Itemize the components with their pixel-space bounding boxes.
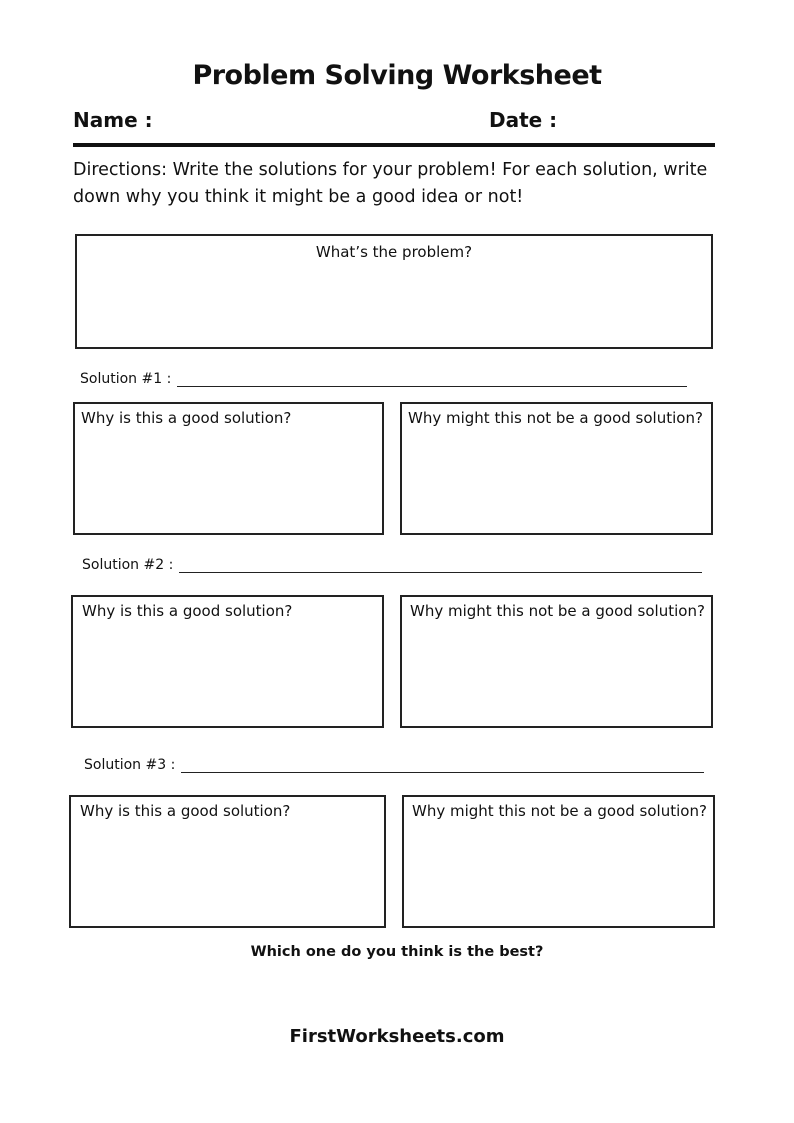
best-solution-question: Which one do you think is the best?: [250, 944, 544, 960]
solution-3-answer-line[interactable]: [181, 757, 704, 773]
solution-1-good-label: Why is this a good solution?: [81, 409, 292, 427]
solution-1-row: [80, 367, 687, 387]
name-label: Name :: [73, 108, 153, 132]
solution-1-not-good-label: Why might this not be a good solution?: [408, 409, 703, 427]
solution-1-good-box[interactable]: [73, 402, 384, 535]
problem-box-label: What’s the problem?: [315, 243, 473, 261]
solution-2-label: Solution #2 :: [82, 557, 174, 573]
footer-site-name: FirstWorksheets.com: [289, 1026, 505, 1047]
solution-3-label: Solution #3 :: [84, 757, 176, 773]
directions-text: Directions: Write the solutions for your problem! For each solution, write down why you think it might be a good idea or not!: [73, 160, 708, 207]
solution-1-not-good-box[interactable]: [400, 402, 713, 535]
solution-2-not-good-box[interactable]: [400, 595, 713, 728]
solution-2-good-box[interactable]: [71, 595, 384, 728]
problem-box[interactable]: [75, 234, 713, 349]
solution-2-good-label: Why is this a good solution?: [82, 602, 293, 620]
solution-1-label: Solution #1 :: [80, 371, 172, 387]
solution-3-good-box[interactable]: [69, 795, 386, 928]
solution-2-row: [82, 553, 702, 573]
worksheet-title: Problem Solving Worksheet: [192, 60, 602, 91]
header-divider: [73, 143, 715, 147]
solution-3-not-good-box[interactable]: [402, 795, 715, 928]
solution-1-answer-line[interactable]: [177, 371, 687, 387]
solution-2-not-good-label: Why might this not be a good solution?: [410, 602, 705, 620]
date-label: Date :: [489, 108, 558, 132]
solution-3-good-label: Why is this a good solution?: [80, 802, 291, 820]
solution-3-row: [84, 753, 704, 773]
solution-3-not-good-label: Why might this not be a good solution?: [412, 802, 707, 820]
solution-2-answer-line[interactable]: [179, 557, 702, 573]
